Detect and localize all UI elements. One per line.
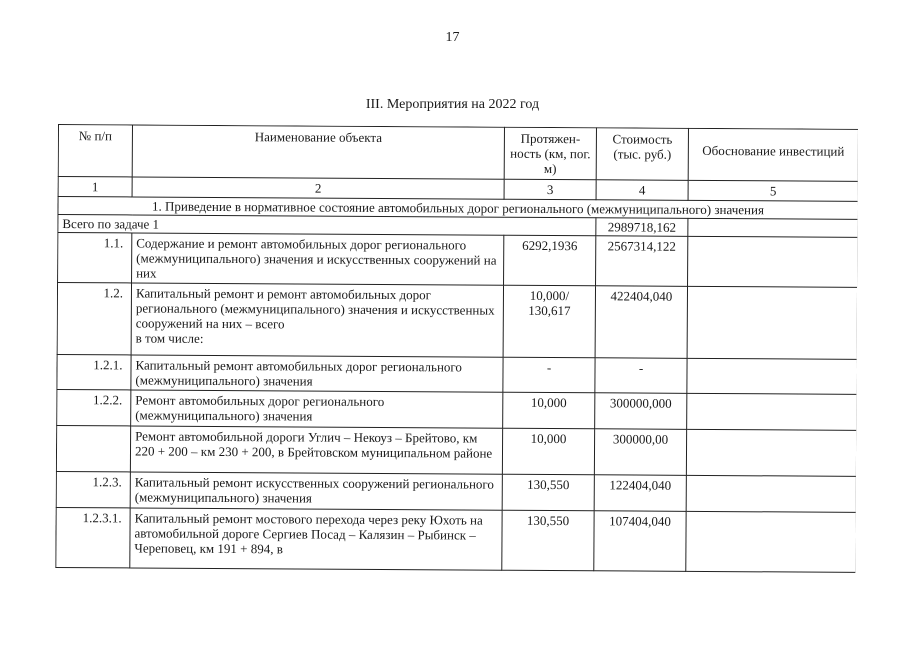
- row-length: 130,550: [502, 510, 594, 571]
- table-row: [56, 425, 856, 476]
- row-number: 1.2.3.: [56, 471, 130, 507]
- row-length: -: [503, 357, 595, 393]
- table-row: [58, 233, 858, 288]
- column-number: 1: [58, 177, 132, 197]
- table-row: [57, 283, 857, 360]
- row-number: 1.1.: [58, 233, 132, 283]
- header-length: Протяжен- ность (км, пог. м): [504, 127, 596, 180]
- row-cost: 422404,040: [595, 286, 687, 359]
- row-cost: 300000,00: [594, 429, 686, 476]
- table-header-row: [58, 125, 858, 182]
- row-number: 1.2.2.: [57, 389, 131, 425]
- row-cost: 107404,040: [594, 511, 686, 572]
- investment-table: [55, 124, 858, 573]
- table-row: [56, 471, 856, 512]
- row-cost: 2567314,122: [596, 236, 688, 287]
- header-basis: Обоснование инвестиций: [688, 128, 858, 181]
- row-name: Содержание и ремонт автомобильных дорог регионального (межмуниципального) значения и искусственных сооружений на них: [132, 233, 504, 285]
- row-cost: -: [595, 358, 687, 394]
- header-cost: Стоимость (тыс. руб.): [596, 128, 688, 181]
- table-row: [57, 354, 857, 394]
- investment-table-container: [55, 124, 858, 645]
- row-cost: 122404,040: [594, 475, 686, 512]
- row-cost: 300000,000: [595, 393, 687, 430]
- header-name: Наименование объекта: [132, 125, 504, 179]
- task-title: 1. Приведение в нормативное состояние автомобильных дорог регионального (межмуниципального) значения: [58, 197, 858, 220]
- row-length: 10,000: [502, 428, 594, 475]
- row-length: 10,000/ 130,617: [503, 285, 595, 358]
- row-basis: [687, 286, 857, 359]
- column-number: 2: [132, 177, 504, 199]
- header-no: № п/п: [58, 125, 132, 177]
- row-number: 1.2.: [57, 283, 131, 355]
- total-cost: 2989718,162: [596, 218, 688, 237]
- row-number: [56, 425, 130, 471]
- row-name: Капитальный ремонт автомобильных дорог регионального (межмуниципального) значения: [131, 355, 503, 392]
- section-title: III. Мероприятия на 2022 год: [365, 97, 540, 112]
- row-name: Капитальный ремонт мостового перехода через реку Юхоть на автомобильной дороге Сергиев Посад – Калязин – Рыбинск – Череповец, км 191 + 894, в: [130, 508, 502, 570]
- total-label: Всего по задаче 1: [58, 215, 596, 236]
- row-length: 10,000: [503, 392, 595, 429]
- table-rows: [56, 233, 858, 573]
- row-basis: [687, 393, 857, 430]
- row-name: Ремонт автомобильной дороги Углич – Некоуз – Брейтово, км 220 + 200 – км 230 + 200, в Брейтовском муниципальном районе: [130, 426, 502, 474]
- row-basis: [688, 236, 858, 287]
- column-number: 5: [688, 180, 858, 201]
- row-name: Капитальный ремонт и ремонт автомобильных дорог регионального (межмуниципального) значения и искусственных сооружений на них – всего в том числе:: [131, 283, 503, 357]
- row-basis: [686, 429, 856, 476]
- row-basis: [686, 511, 856, 572]
- page-number: 17: [445, 30, 460, 45]
- row-number: 1.2.1.: [57, 354, 131, 389]
- row-length: 130,550: [502, 474, 594, 511]
- column-number: 4: [596, 180, 688, 201]
- row-name: Капитальный ремонт искусственных сооружений регионального (межмуниципального) значения: [130, 472, 502, 510]
- row-basis: [687, 358, 857, 394]
- table-row: [57, 389, 857, 430]
- row-basis: [686, 475, 856, 512]
- total-basis: [688, 218, 858, 237]
- column-number: 3: [504, 179, 596, 200]
- row-number: 1.2.3.1.: [56, 507, 130, 567]
- row-name: Ремонт автомобильных дорог регионального (межмуниципального) значения: [131, 390, 503, 428]
- table-row: [56, 507, 856, 572]
- row-length: 6292,1936: [504, 235, 596, 286]
